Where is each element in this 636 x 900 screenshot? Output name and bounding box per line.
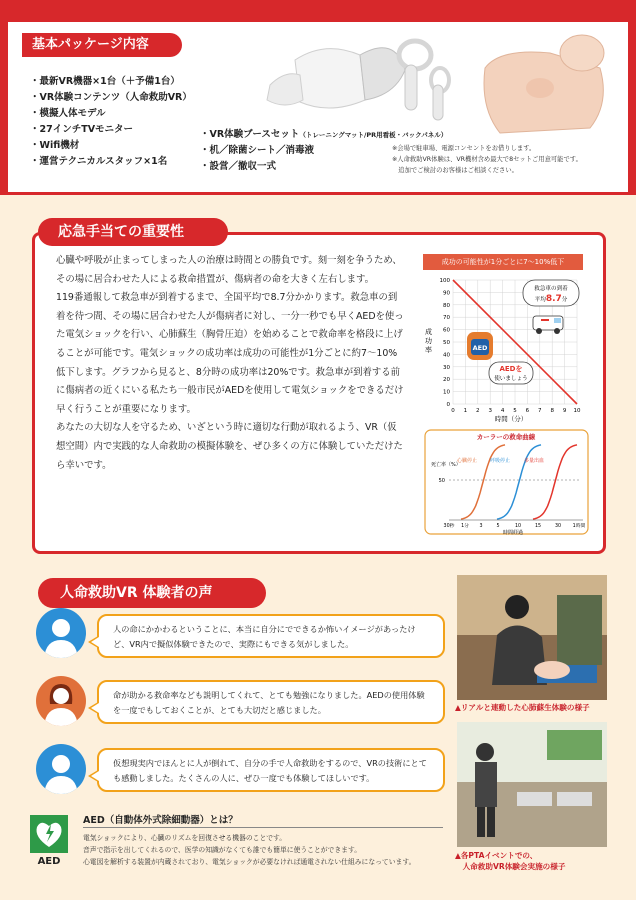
series-label: 呼吸停止 bbox=[490, 458, 511, 464]
x-tick-label: 2 bbox=[476, 408, 480, 414]
x-tick-label: 8 bbox=[550, 408, 554, 414]
x-tick-label: 6 bbox=[525, 408, 530, 414]
aed-description: 電気ショックにより、心臓のリズムを回復させる機器のことです。 音声で指示を出してくれるので、医学の知識がなくても誰でも簡単に使うことができます。 心電図を解析する装置が内蔵されており、電気ショックが必要なければ通電されない仕組みになっています。 bbox=[83, 834, 416, 866]
voice-comment-2: 命が助かる救命率なども説明してくれて、とても勉強になりました。AEDの使用体験を一度でもしておくことが、とても大切だと感じました。 bbox=[97, 680, 445, 724]
series-label: 多量出血 bbox=[524, 458, 545, 464]
success-rate-chart bbox=[415, 272, 590, 424]
series-label: 心臓停止 bbox=[457, 458, 478, 464]
package-item: ・模擬人体モデル bbox=[30, 108, 106, 119]
male-avatar-icon bbox=[36, 608, 86, 658]
x-tick-label: 5 bbox=[496, 524, 500, 529]
aed-caption-line1: AEDを bbox=[499, 365, 523, 373]
package-item: ・VR体験コンテンツ（人命救助VR） bbox=[30, 92, 192, 103]
x-tick-label: 15 bbox=[534, 524, 542, 529]
cpr-photo-caption: ▲リアルと連動した心肺蘇生体験の様子 bbox=[455, 703, 590, 712]
cpr-photo bbox=[457, 575, 607, 700]
y-tick-label: 30 bbox=[443, 364, 450, 371]
svg-text:AED: AED bbox=[472, 344, 488, 352]
female-avatar-icon bbox=[36, 676, 86, 726]
first-aid-title: 応急手当ての重要性 bbox=[38, 218, 228, 246]
y-tick-label: 100 bbox=[439, 278, 450, 284]
package-item: ・運営テクニカルスタッフ×1名 bbox=[30, 156, 168, 167]
package-item: ・設営／撤収一式 bbox=[200, 161, 277, 172]
y-tick-label: 90 bbox=[443, 290, 450, 297]
svg-text:AED: AED bbox=[37, 856, 61, 867]
ambulance-average: 平均8.7分 bbox=[534, 294, 568, 304]
voice-comment-1: 人の命にかかわるということに、本当に自分にでできるか怖いイメージがあったけど、VR内で擬似体験できたので、実際にもできる気がしました。 bbox=[97, 614, 445, 658]
y-tick-label: 70 bbox=[443, 315, 450, 322]
voice-comment-3: 仮想現実内でほんとに人が倒れて、自分の手で人命救助をするので、VRの技術にとても感動しました。たくさんの人に、ぜひ一度でも体験してほしいです。 bbox=[97, 748, 445, 792]
y-tick-label: 50 bbox=[443, 340, 450, 346]
package-items-left bbox=[30, 74, 192, 170]
package-item: ・Wifi機材 bbox=[30, 140, 80, 151]
kaler-chart-title: カーラーの救命曲線 bbox=[476, 433, 536, 441]
aed-box-icon bbox=[467, 332, 493, 360]
x-tick-label: 9 bbox=[562, 408, 567, 414]
divider bbox=[83, 827, 443, 828]
package-item: ・机／除菌シート／消毒液 bbox=[200, 145, 315, 156]
x-tick-label: 3 bbox=[488, 408, 492, 414]
manikin-image bbox=[470, 28, 620, 138]
package-item: ・27インチTVモニター bbox=[30, 124, 134, 135]
pta-event-photo bbox=[457, 722, 607, 847]
x-tick-label: 30秒 bbox=[443, 524, 455, 529]
pta-photo-caption: ▲各PTAイベントでの、 人命救助VR体験会実施の様子 bbox=[455, 851, 566, 871]
y-tick-label: 0 bbox=[446, 402, 450, 408]
male-avatar-icon bbox=[36, 744, 86, 794]
x-tick-label: 30 bbox=[554, 524, 562, 529]
aed-logo-icon bbox=[30, 815, 68, 867]
y-tick-label: 10 bbox=[443, 389, 450, 396]
x-tick-label: 0 bbox=[451, 408, 455, 414]
x-tick-label: 10 bbox=[514, 524, 522, 529]
x-axis-label: 時間（分） bbox=[494, 415, 528, 423]
voices-title: 人命救助VR 体験者の声 bbox=[38, 578, 266, 608]
package-notes: ※会場で駐車場、電源コンセントをお借りします。 ※人命救助VR体験は、VR機材含め最大で8セットご用意可能です。 追加でご検討のお客様はご相談ください。 bbox=[392, 145, 582, 174]
x-tick-label: 5 bbox=[513, 408, 517, 414]
x-tick-label: 10 bbox=[573, 408, 581, 414]
aed-title: AED（自動体外式除細動器）とは？ bbox=[83, 815, 238, 826]
aed-caption-line2: 使いましょう bbox=[494, 376, 528, 382]
kaler-curve-chart bbox=[421, 428, 591, 536]
paragraph: 心臓や呼吸が止まってしまった人の治療は時間との勝負です。刻一刻を争うため、その場に居合わせた人による救命措置が、傷病者の命を大きく左右します。 bbox=[56, 255, 402, 285]
y-axis-label: 死亡率（%） bbox=[431, 462, 461, 468]
x-tick-label: 1 bbox=[463, 408, 468, 414]
y-axis-label: 成功率 bbox=[425, 328, 432, 354]
y-reference-label: 50 bbox=[438, 478, 445, 484]
ambulance-icon bbox=[533, 316, 563, 334]
paragraph: 119番通報して救急車が到着するまで、全国平均で8.7分かかります。救急車の到着を待つ間、その場に居合わせた人が傷病者に対し、一分一秒でも早くAEDを使った電気ショックを行い、心肺蘇生（胸骨圧迫）を始めることで救命率を格段に上げることが可能です。電気ショックの成功率は成功の可能性が1分ごとに約7～10%低下します。グラフから見ると、8分時の成功率は20%です。救急車が到着する前に傷病者の近くにいる私たち一般市民がAEDを使用して電気ショックをできるだけ早く行うことが重要になります。 bbox=[56, 292, 404, 415]
package-item: ・VR体験ブースセット（トレーニングマット/PR用看板・バックパネル） bbox=[200, 129, 448, 140]
x-tick-label: 3 bbox=[479, 524, 483, 529]
x-axis-label: 時間経過 bbox=[502, 530, 524, 536]
y-tick-label: 20 bbox=[443, 377, 450, 384]
success-chart-title: 成功の可能性が1分ごとに7～10%低下 bbox=[423, 254, 583, 270]
x-tick-label: 1時間 bbox=[572, 524, 586, 529]
ambulance-label: 救急車の到着 bbox=[534, 286, 568, 292]
paragraph: あなたの大切な人を守るため、いざという時に適切な行動が取れるよう、VR（仮想空間）内で実践的な人命救助の模擬体験を、ぜひ多くの方に体験していただけたら幸いです。 bbox=[56, 422, 403, 471]
y-tick-label: 60 bbox=[443, 327, 450, 334]
first-aid-body bbox=[56, 252, 406, 475]
x-tick-label: 1分 bbox=[461, 524, 469, 529]
package-title: 基本パッケージ内容 bbox=[22, 33, 182, 57]
x-tick-label: 7 bbox=[538, 408, 542, 414]
x-tick-label: 4 bbox=[500, 408, 505, 414]
vr-headset-image bbox=[255, 30, 455, 125]
y-tick-label: 80 bbox=[443, 302, 450, 309]
y-tick-label: 40 bbox=[443, 352, 450, 359]
package-item: ・最新VR機器×1台（＋予備1台） bbox=[30, 76, 180, 87]
